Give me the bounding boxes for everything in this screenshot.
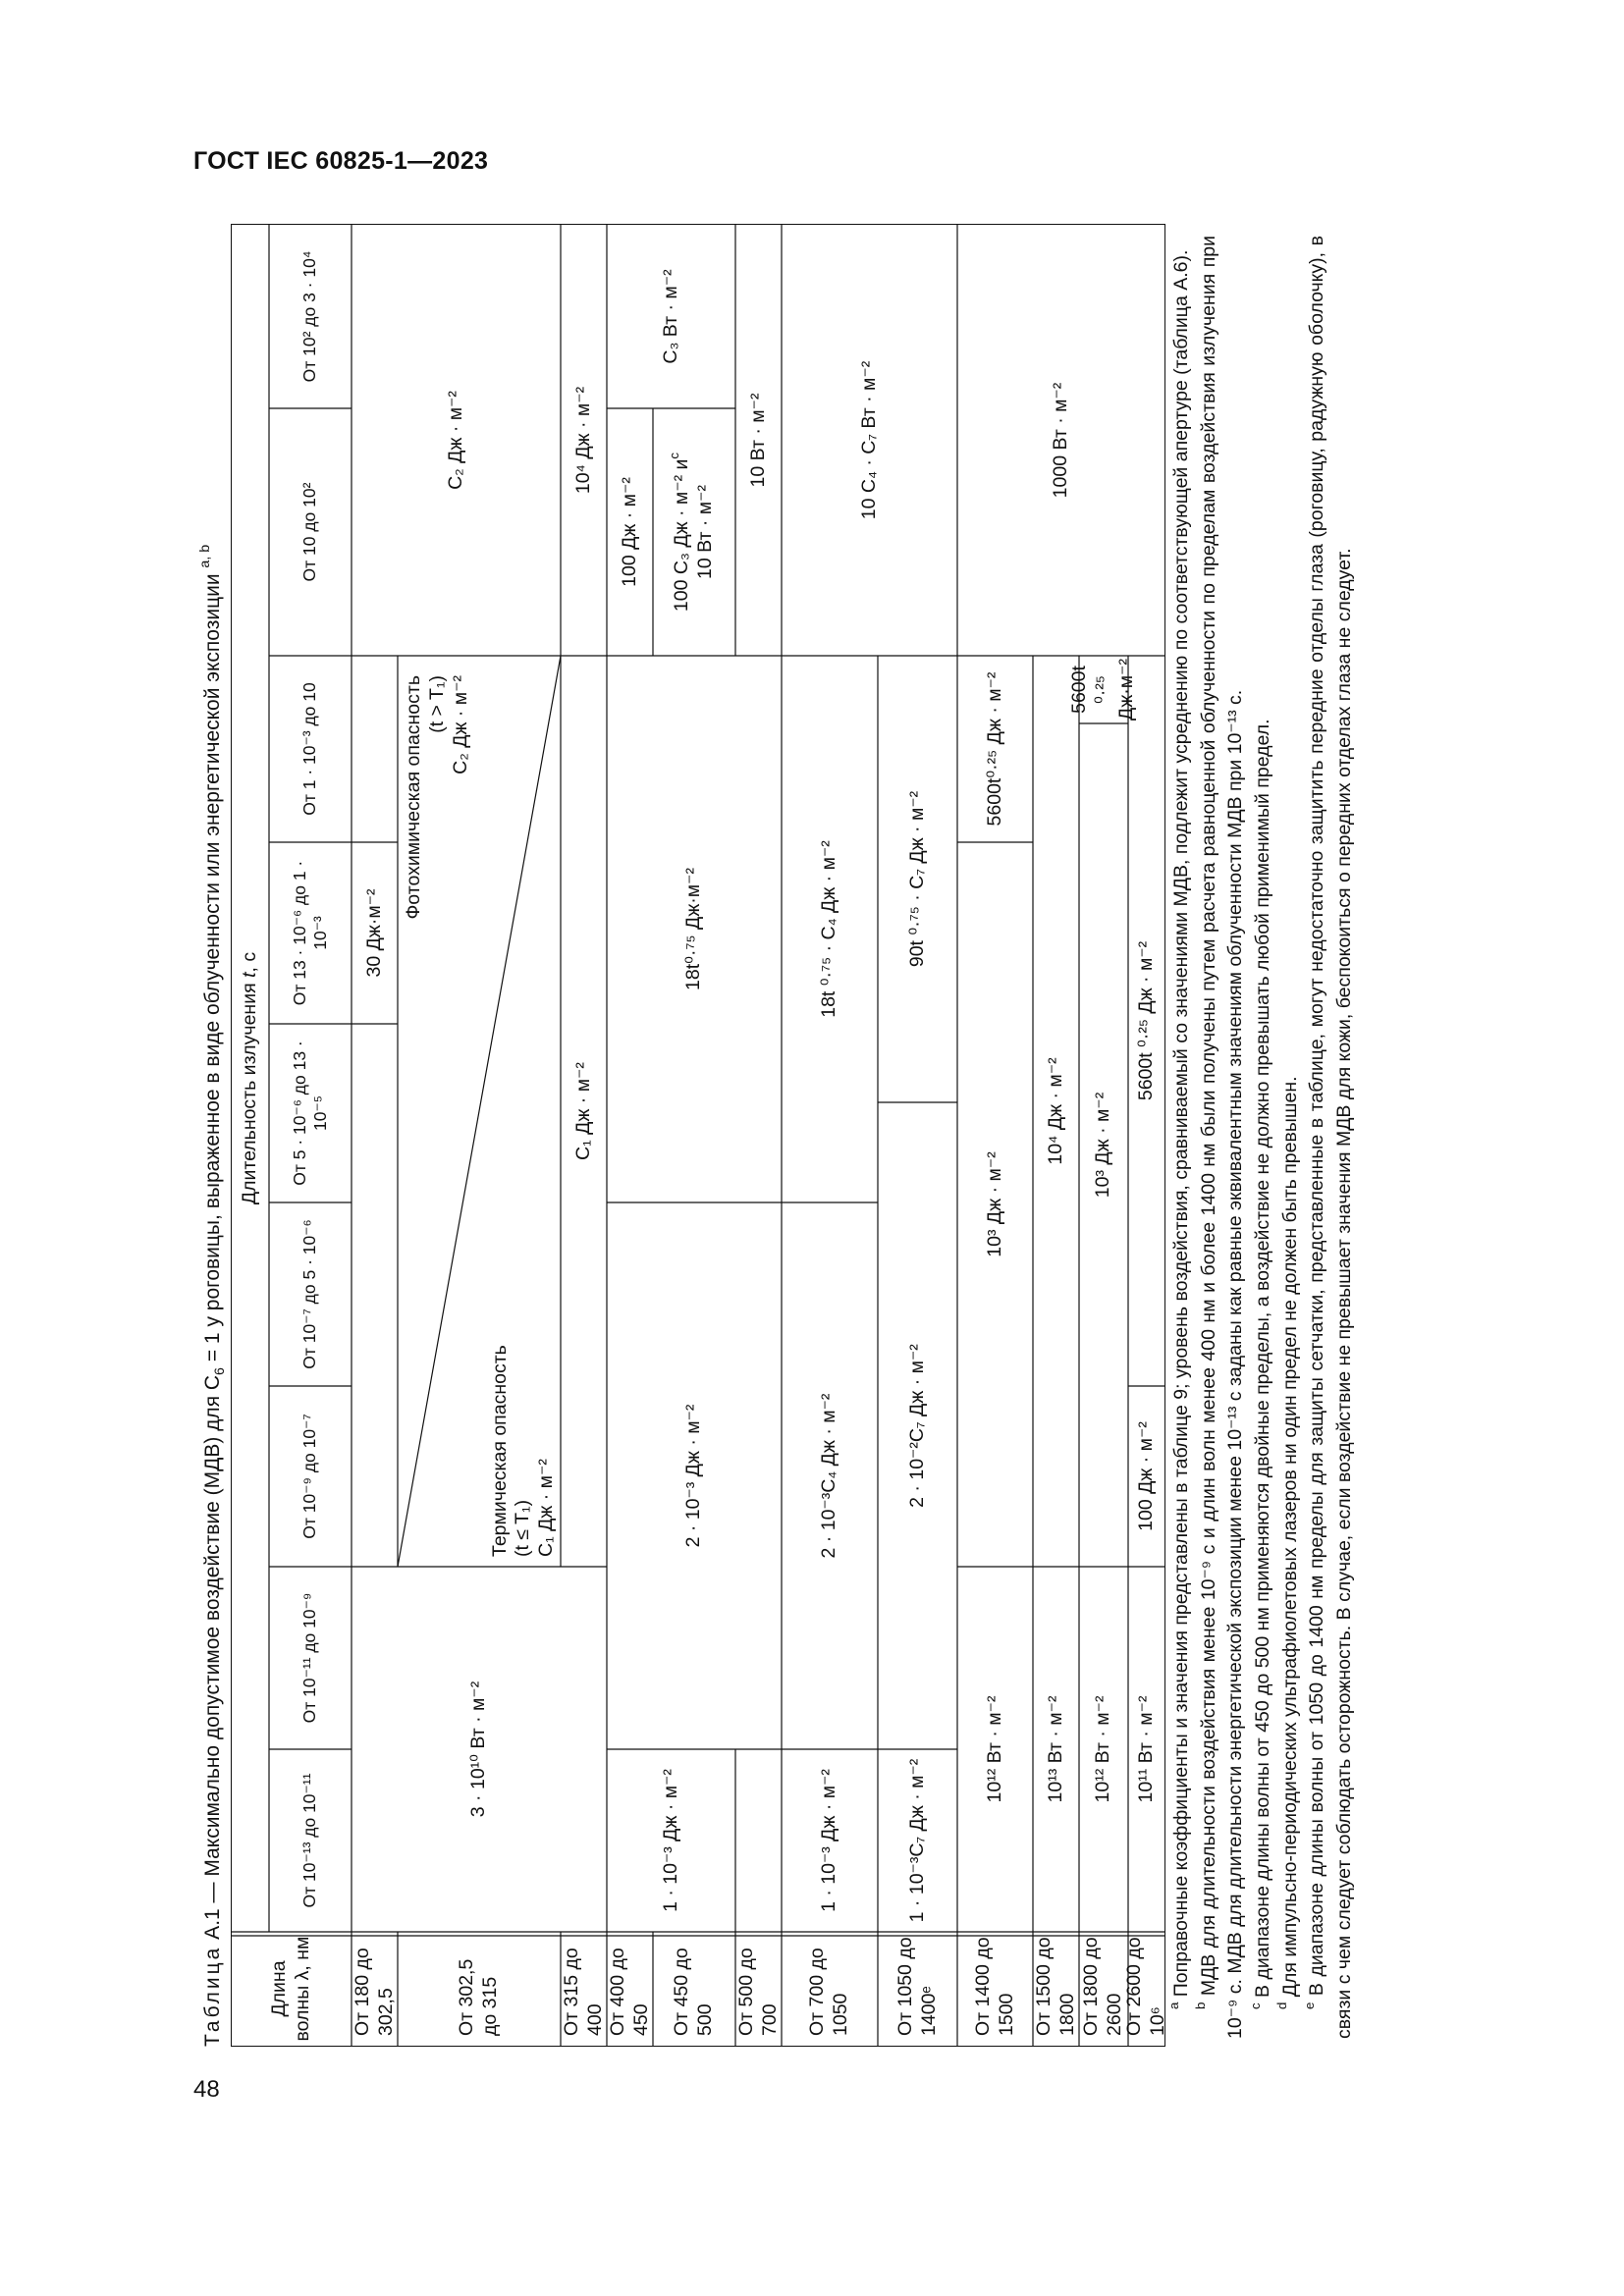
- wavelength-column-header: Длина волны λ, нм: [268, 1936, 313, 2042]
- caption-text: — Максимально допустимое воздействие (МДВ) для C: [201, 1374, 224, 1903]
- dual-limit-value-2: 10 Вт · м⁻²: [694, 485, 716, 579]
- mpe-value-cell: 5600t ⁰·²⁵ Дж·м⁻²: [1068, 659, 1137, 721]
- mpe-value-cell: 10¹¹ Вт · м⁻²: [1134, 1695, 1157, 1803]
- mpe-value-cell: 10¹² Вт · м⁻²: [983, 1695, 1005, 1803]
- rotated-table-page: [196, 226, 1468, 2047]
- mpe-dual-limit-cell: [653, 408, 735, 656]
- mpe-value-cell: 100 Дж · м⁻²: [618, 477, 640, 587]
- wavelength-row-label: От 500 до 700: [734, 1948, 781, 2036]
- thermal-hazard-cell: [458, 1154, 561, 1567]
- mpe-value-cell: 10⁴ Дж · м⁻²: [571, 386, 594, 495]
- duration-range-header: От 5 · 10⁻⁶ до 13 · 10⁻⁵: [289, 1041, 330, 1186]
- wavelength-row-label: От 450 до 500: [671, 1948, 716, 2036]
- caption-note-refs: a, b: [196, 544, 213, 568]
- duration-range-header: От 10⁻¹³ до 10⁻¹¹: [299, 1773, 320, 1908]
- wavelength-row-label: От 180 до 302,5: [351, 1948, 397, 2036]
- note-text: В диапазоне длины волны от 450 до 500 нм применяются двойные пределы, а воздействие не должно превышать любой применимый предел.: [1252, 719, 1274, 1998]
- wavelength-row-label: От 315 до 400: [560, 1948, 606, 2036]
- photochemical-hazard-value: C₂ Дж · м⁻²: [449, 675, 471, 774]
- mpe-value-cell: 10³ Дж · м⁻²: [983, 1151, 1005, 1257]
- note-text: МДВ для длительности воздействия менее 10⁻⁹ с и длин волн менее 400 нм и более 1400 нм были получены путем расчета равноценной облученности по пределам воздействия излучения при 10⁻⁹ с. МДВ для длительности энергетической экспозиции менее 10⁻¹³ с заданы как равные эквивалентным значениям облученности МДВ при 10⁻¹³ с.: [1197, 236, 1247, 2039]
- thermal-hazard-value: C₁ Дж · м⁻²: [535, 1459, 558, 1557]
- table-notes: [1165, 226, 1468, 2047]
- wavelength-row-label: От 1400 до 1500: [971, 1937, 1017, 2036]
- mpe-value-cell: 5600t⁰·²⁵ Дж · м⁻²: [983, 671, 1005, 827]
- mpe-value-cell: C₂ Дж · м⁻²: [444, 391, 466, 490]
- mpe-value-cell: 2 · 10⁻³C₄ Дж · м⁻²: [818, 1393, 840, 1559]
- caption-sub: 6: [212, 1367, 229, 1375]
- duration-range-header: От 10⁻⁹ до 10⁻⁷: [299, 1414, 320, 1539]
- table-note: $^c$ В диапазоне длины волны от 450 до 500 нм применяются двойные пределы, а воздействие не должно превышать любой применимый предел.: [1247, 719, 1274, 2009]
- duration-header-var: t: [239, 972, 261, 978]
- caption-label: Таблица: [201, 1945, 224, 2047]
- dual-limit-value: 100 C₃ Дж · м⁻² и: [671, 458, 693, 613]
- mpe-value-cell: 10¹³ Вт · м⁻²: [1044, 1695, 1066, 1803]
- mpe-value-cell: 18t ⁰·⁷⁵ · C₄ Дж · м⁻²: [818, 840, 840, 1018]
- duration-range-header: От 1 · 10⁻³ до 10: [299, 682, 320, 816]
- duration-range-header: От 10⁻¹¹ до 10⁻⁹: [299, 1592, 320, 1724]
- thermal-hazard-title: Термическая опасность: [488, 1345, 511, 1557]
- wavelength-row-label: От 302,5 до 315: [456, 1958, 501, 2036]
- photochemical-hazard-condition: (t > T₁): [425, 675, 448, 733]
- caption-text-2: = 1 у роговицы, выраженное в виде облученности или энергетической экспозиции: [201, 573, 224, 1367]
- mpe-value-cell: 18t⁰·⁷⁵ Дж·м⁻²: [682, 868, 705, 990]
- duration-range-header: От 10 до 10²: [299, 482, 320, 582]
- note-text: Поправочные коэффициенты и значения представлены в таблице 9; уровень воздействия, сравниваемый со значениями МДВ, подлежит усреднению по соответствующей апертуре (таблица А.6).: [1170, 249, 1192, 1998]
- wavelength-row-label: От 1050 до 1400ᵉ: [893, 1937, 940, 2036]
- mpe-value-cell: C₃ Вт · м⁻²: [659, 269, 681, 364]
- wavelength-row-label: От 700 до 1050: [806, 1948, 851, 2036]
- mpe-value-cell: 10 C₄ · C₇ Вт · м⁻²: [857, 360, 880, 520]
- note-ref-c: c: [666, 452, 681, 459]
- wavelength-row-label: От 400 до 450: [606, 1948, 652, 2036]
- mpe-value-cell: 1 · 10⁻³ Дж · м⁻²: [659, 1769, 681, 1912]
- mpe-table: [231, 224, 1168, 2047]
- photochemical-hazard-cell: [401, 671, 509, 1103]
- mpe-value-cell: 1000 Вт · м⁻²: [1049, 382, 1071, 499]
- mpe-value-cell: 1 · 10⁻³ Дж · м⁻²: [818, 1769, 840, 1912]
- mpe-value-cell: 2 · 10⁻³ Дж · м⁻²: [682, 1404, 705, 1548]
- mpe-value-cell: 5600t ⁰·²⁵ Дж · м⁻²: [1134, 940, 1157, 1101]
- duration-header-text: Длительность излучения: [239, 983, 261, 1205]
- duration-range-header: От 10² до 3 · 10⁴: [299, 250, 320, 383]
- mpe-value-cell: 30 Дж·м⁻²: [362, 888, 385, 978]
- duration-range-header: От 13 · 10⁻⁶ до 1 · 10⁻³: [289, 860, 330, 1006]
- note-text: Для импульсно-периодических ультрафиолетовых лазеров ни один предел не должен быть превышен.: [1278, 1076, 1301, 1998]
- mpe-value-cell: 100 Дж · м⁻²: [1134, 1421, 1157, 1531]
- wavelength-row-label: От 2600 до 10⁶: [1122, 1937, 1168, 2036]
- duration-header-unit: , с: [239, 951, 261, 973]
- mpe-value-cell: 1 · 10⁻³C₇ Дж · м⁻²: [905, 1758, 928, 1923]
- note-text: В диапазоне длины волны от 1050 до 1400 нм пределы для защиты сетчатки, представленные в таблице, могут недостаточно защитить передние отделы глаза (роговицу, радужную оболочку), в связи с чем следует соблюдать осторожность. В случае, если воздействие не превышает значения МДВ для кожи, беспокоиться о передних отделах глаза не следует.: [1306, 235, 1356, 2039]
- mpe-value-cell: 10³ Дж · м⁻²: [1092, 1092, 1114, 1199]
- mpe-value-cell: 90t ⁰·⁷⁵ · C₇ Дж · м⁻²: [905, 790, 928, 968]
- table-caption: [196, 226, 233, 2047]
- mpe-value-cell: 10⁴ Дж · м⁻²: [1044, 1057, 1066, 1165]
- table-note: $^b$ МДВ для длительности воздействия менее 10⁻⁹ с и длин волн менее 400 нм и более 1400 нм были получены путем расчета равноценной облученности по пределам воздействия излучения при 10⁻⁹ с. МДВ для длительности энергетической экспозиции менее 10⁻¹³ с заданы как равные эквивалентным значениям облученности МДВ при 10⁻¹³ с.: [1193, 236, 1247, 2039]
- table-note: $^e$ В диапазоне длины волны от 1050 до 1400 нм пределы для защиты сетчатки, представленные в таблице, могут недостаточно защитить передние отделы глаза (роговицу, радужную оболочку), в связи с чем следует соблюдать осторожность. В случае, если воздействие не превышает значения МДВ для кожи, беспокоиться о передних отделах глаза не следует.: [1301, 235, 1356, 2039]
- mpe-value-cell: 10¹² Вт · м⁻²: [1092, 1695, 1114, 1803]
- table-note: $^d$ Для импульсно-периодических ультрафиолетовых лазеров ни один предел не должен быть превышен.: [1274, 1076, 1301, 2009]
- document-header: ГОСТ IEC 60825-1—2023: [193, 147, 489, 175]
- mpe-value-cell: C₁ Дж · м⁻²: [571, 1062, 594, 1160]
- page-number: 48: [193, 2076, 220, 2103]
- wavelength-row-label: От 1500 до 1800: [1032, 1937, 1078, 2036]
- mpe-value-cell: 2 · 10⁻²C₇ Дж · м⁻²: [905, 1344, 928, 1508]
- duration-range-header: От 10⁻⁷ до 5 · 10⁻⁶: [299, 1219, 320, 1369]
- thermal-hazard-condition: (t ≤ T₁): [512, 1499, 534, 1557]
- table-note: $^a$ Поправочные коэффициенты и значения представлены в таблице 9; уровень воздействия, сравниваемый со значениями МДВ, подлежит усреднению по соответствующей апертуре (таблица А.6).: [1165, 249, 1192, 2009]
- photochemical-hazard-title: Фотохимическая опасность: [403, 675, 424, 920]
- caption-number: А.1: [201, 1908, 224, 1940]
- wavelength-row-label: От 1800 до 2600: [1080, 1937, 1125, 2036]
- mpe-value-cell: 10 Вт · м⁻²: [746, 393, 769, 488]
- duration-column-header: [232, 225, 269, 1932]
- mpe-value-cell: 3 · 10¹⁰ Вт · м⁻²: [467, 1681, 490, 1818]
